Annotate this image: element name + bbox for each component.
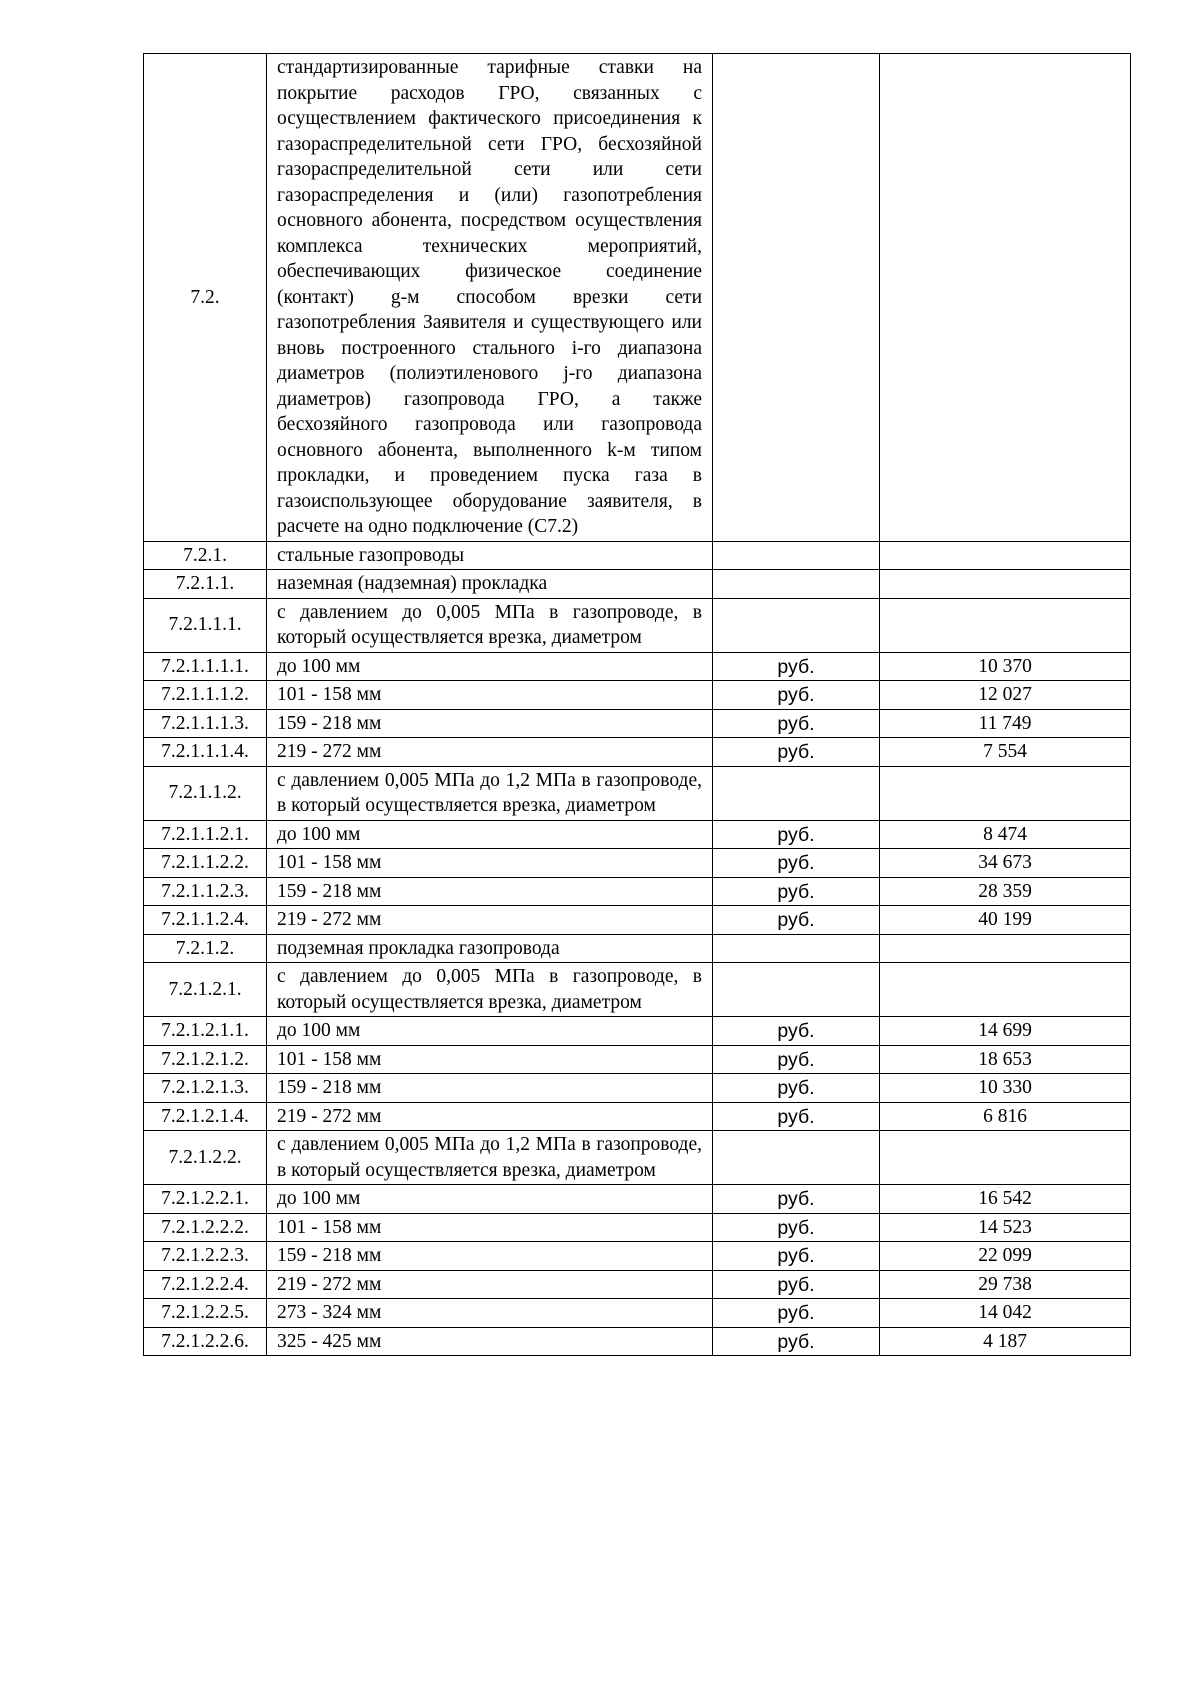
table-row bbox=[144, 1045, 1131, 1074]
table-row bbox=[144, 1185, 1131, 1214]
row-value: 22 099 bbox=[880, 1242, 1131, 1271]
row-unit bbox=[713, 541, 880, 570]
table-row bbox=[144, 709, 1131, 738]
row-number: 7.2.1.2.2.4. bbox=[144, 1270, 267, 1299]
row-value: 14 523 bbox=[880, 1213, 1131, 1242]
table-row bbox=[144, 820, 1131, 849]
row-number: 7.2.1.2.1.3. bbox=[144, 1074, 267, 1103]
row-unit: руб. bbox=[713, 1102, 880, 1131]
table-row bbox=[144, 1074, 1131, 1103]
row-number: 7.2.1.2.2. bbox=[144, 1131, 267, 1185]
row-value bbox=[880, 541, 1131, 570]
row-unit: руб. bbox=[713, 681, 880, 710]
row-unit: руб. bbox=[713, 1074, 880, 1103]
table-row bbox=[144, 963, 1131, 1017]
row-unit: руб. bbox=[713, 1017, 880, 1046]
table-row bbox=[144, 1270, 1131, 1299]
row-number: 7.2.1.1.2.2. bbox=[144, 849, 267, 878]
row-description: 159 - 218 мм bbox=[267, 877, 713, 906]
table-row bbox=[144, 570, 1131, 599]
row-description: до 100 мм bbox=[267, 1017, 713, 1046]
table-row bbox=[144, 738, 1131, 767]
table-row bbox=[144, 598, 1131, 652]
row-value: 34 673 bbox=[880, 849, 1131, 878]
row-number: 7.2. bbox=[144, 54, 267, 542]
row-unit: руб. bbox=[713, 738, 880, 767]
row-unit bbox=[713, 54, 880, 542]
table-row bbox=[144, 1299, 1131, 1328]
row-unit: руб. bbox=[713, 877, 880, 906]
row-unit: руб. bbox=[713, 1270, 880, 1299]
row-unit bbox=[713, 598, 880, 652]
row-value: 11 749 bbox=[880, 709, 1131, 738]
table-row bbox=[144, 1102, 1131, 1131]
table-row bbox=[144, 1017, 1131, 1046]
row-number: 7.2.1.1.2.3. bbox=[144, 877, 267, 906]
table-row bbox=[144, 849, 1131, 878]
row-description: подземная прокладка газопровода bbox=[267, 934, 713, 963]
table-row bbox=[144, 877, 1131, 906]
row-description: 219 - 272 мм bbox=[267, 738, 713, 767]
row-value: 10 330 bbox=[880, 1074, 1131, 1103]
row-number: 7.2.1.2. bbox=[144, 934, 267, 963]
table-row bbox=[144, 766, 1131, 820]
row-description: до 100 мм bbox=[267, 652, 713, 681]
row-number: 7.2.1.1.2.1. bbox=[144, 820, 267, 849]
row-value: 28 359 bbox=[880, 877, 1131, 906]
row-number: 7.2.1.1.1. bbox=[144, 598, 267, 652]
row-number: 7.2.1.2.2.2. bbox=[144, 1213, 267, 1242]
row-description: наземная (надземная) прокладка bbox=[267, 570, 713, 599]
row-number: 7.2.1.2.1.4. bbox=[144, 1102, 267, 1131]
row-unit: руб. bbox=[713, 1213, 880, 1242]
row-value: 7 554 bbox=[880, 738, 1131, 767]
row-value: 14 042 bbox=[880, 1299, 1131, 1328]
table-row bbox=[144, 1131, 1131, 1185]
row-unit: руб. bbox=[713, 1045, 880, 1074]
row-number: 7.2.1. bbox=[144, 541, 267, 570]
row-unit: руб. bbox=[713, 1185, 880, 1214]
row-value bbox=[880, 54, 1131, 542]
row-description: 159 - 218 мм bbox=[267, 1074, 713, 1103]
table-row bbox=[144, 681, 1131, 710]
row-value: 40 199 bbox=[880, 906, 1131, 935]
row-description: с давлением до 0,005 МПа в газопроводе, в который осуществляется врезка, диаметром bbox=[267, 963, 713, 1017]
row-unit: руб. bbox=[713, 820, 880, 849]
row-value bbox=[880, 570, 1131, 599]
row-description: 101 - 158 мм bbox=[267, 1213, 713, 1242]
row-description: 101 - 158 мм bbox=[267, 681, 713, 710]
row-unit: руб. bbox=[713, 652, 880, 681]
row-description: 101 - 158 мм bbox=[267, 849, 713, 878]
row-unit: руб. bbox=[713, 709, 880, 738]
row-value: 16 542 bbox=[880, 1185, 1131, 1214]
row-number: 7.2.1.1.2. bbox=[144, 766, 267, 820]
row-number: 7.2.1.2.2.6. bbox=[144, 1327, 267, 1356]
row-number: 7.2.1.1.1.2. bbox=[144, 681, 267, 710]
row-description: с давлением до 0,005 МПа в газопроводе, в который осуществляется врезка, диаметром bbox=[267, 598, 713, 652]
tariff-table-body bbox=[144, 54, 1131, 1356]
row-number: 7.2.1.1.1.3. bbox=[144, 709, 267, 738]
table-row bbox=[144, 1327, 1131, 1356]
row-number: 7.2.1.1. bbox=[144, 570, 267, 599]
row-value: 4 187 bbox=[880, 1327, 1131, 1356]
row-description: стальные газопроводы bbox=[267, 541, 713, 570]
row-description: 219 - 272 мм bbox=[267, 906, 713, 935]
row-value: 18 653 bbox=[880, 1045, 1131, 1074]
row-description: до 100 мм bbox=[267, 1185, 713, 1214]
row-unit: руб. bbox=[713, 849, 880, 878]
table-row bbox=[144, 541, 1131, 570]
row-number: 7.2.1.1.1.4. bbox=[144, 738, 267, 767]
row-description: 219 - 272 мм bbox=[267, 1270, 713, 1299]
row-unit bbox=[713, 963, 880, 1017]
row-description: с давлением 0,005 МПа до 1,2 МПа в газопроводе, в который осуществляется врезка, диаметром bbox=[267, 1131, 713, 1185]
row-number: 7.2.1.1.1.1. bbox=[144, 652, 267, 681]
row-value: 8 474 bbox=[880, 820, 1131, 849]
row-unit: руб. bbox=[713, 1327, 880, 1356]
row-value: 29 738 bbox=[880, 1270, 1131, 1299]
table-row bbox=[144, 1242, 1131, 1271]
row-unit: руб. bbox=[713, 1242, 880, 1271]
row-description: 219 - 272 мм bbox=[267, 1102, 713, 1131]
table-row bbox=[144, 652, 1131, 681]
row-value bbox=[880, 766, 1131, 820]
row-description: 325 - 425 мм bbox=[267, 1327, 713, 1356]
row-unit: руб. bbox=[713, 1299, 880, 1328]
row-description: 159 - 218 мм bbox=[267, 709, 713, 738]
row-unit: руб. bbox=[713, 906, 880, 935]
row-value: 6 816 bbox=[880, 1102, 1131, 1131]
row-unit bbox=[713, 570, 880, 599]
table-row bbox=[144, 54, 1131, 542]
row-number: 7.2.1.2.2.1. bbox=[144, 1185, 267, 1214]
row-description: до 100 мм bbox=[267, 820, 713, 849]
table-row bbox=[144, 934, 1131, 963]
row-value: 14 699 bbox=[880, 1017, 1131, 1046]
row-number: 7.2.1.2.1.2. bbox=[144, 1045, 267, 1074]
row-description: 159 - 218 мм bbox=[267, 1242, 713, 1271]
row-value bbox=[880, 963, 1131, 1017]
row-value: 12 027 bbox=[880, 681, 1131, 710]
row-description: с давлением 0,005 МПа до 1,2 МПа в газопроводе, в который осуществляется врезка, диаметром bbox=[267, 766, 713, 820]
row-number: 7.2.1.2.1. bbox=[144, 963, 267, 1017]
row-unit bbox=[713, 766, 880, 820]
row-value bbox=[880, 1131, 1131, 1185]
row-unit bbox=[713, 1131, 880, 1185]
row-number: 7.2.1.2.2.5. bbox=[144, 1299, 267, 1328]
row-unit bbox=[713, 934, 880, 963]
row-description: 101 - 158 мм bbox=[267, 1045, 713, 1074]
row-number: 7.2.1.2.2.3. bbox=[144, 1242, 267, 1271]
row-value bbox=[880, 934, 1131, 963]
row-description: стандартизированные тарифные ставки на покрытие расходов ГРО, связанных с осуществлением фактического присоединения к газораспределительной сети ГРО, бесхозяйной газораспределительной сети или сети газораспределения и (или) газопотребления основного абонента, посредством осуществления комплекса технических мероприятий, обеспечивающих физическое соединение (контакт) g-м способом врезки сети газопотребления Заявителя и существующего или вновь построенного стального i-го диапазона диаметров (полиэтиленового j-го диапазона диаметров) газопровода ГРО, а также бесхозяйного газопровода или газопровода основного абонента, выполненного k-м типом прокладки, и проведением пуска газа в газоиспользующее оборудование заявителя, в расчете на одно подключение (С7.2) bbox=[267, 54, 713, 542]
table-row bbox=[144, 1213, 1131, 1242]
tariff-table bbox=[143, 53, 1131, 1356]
row-description: 273 - 324 мм bbox=[267, 1299, 713, 1328]
row-number: 7.2.1.2.1.1. bbox=[144, 1017, 267, 1046]
row-number: 7.2.1.1.2.4. bbox=[144, 906, 267, 935]
row-value bbox=[880, 598, 1131, 652]
table-row bbox=[144, 906, 1131, 935]
row-value: 10 370 bbox=[880, 652, 1131, 681]
